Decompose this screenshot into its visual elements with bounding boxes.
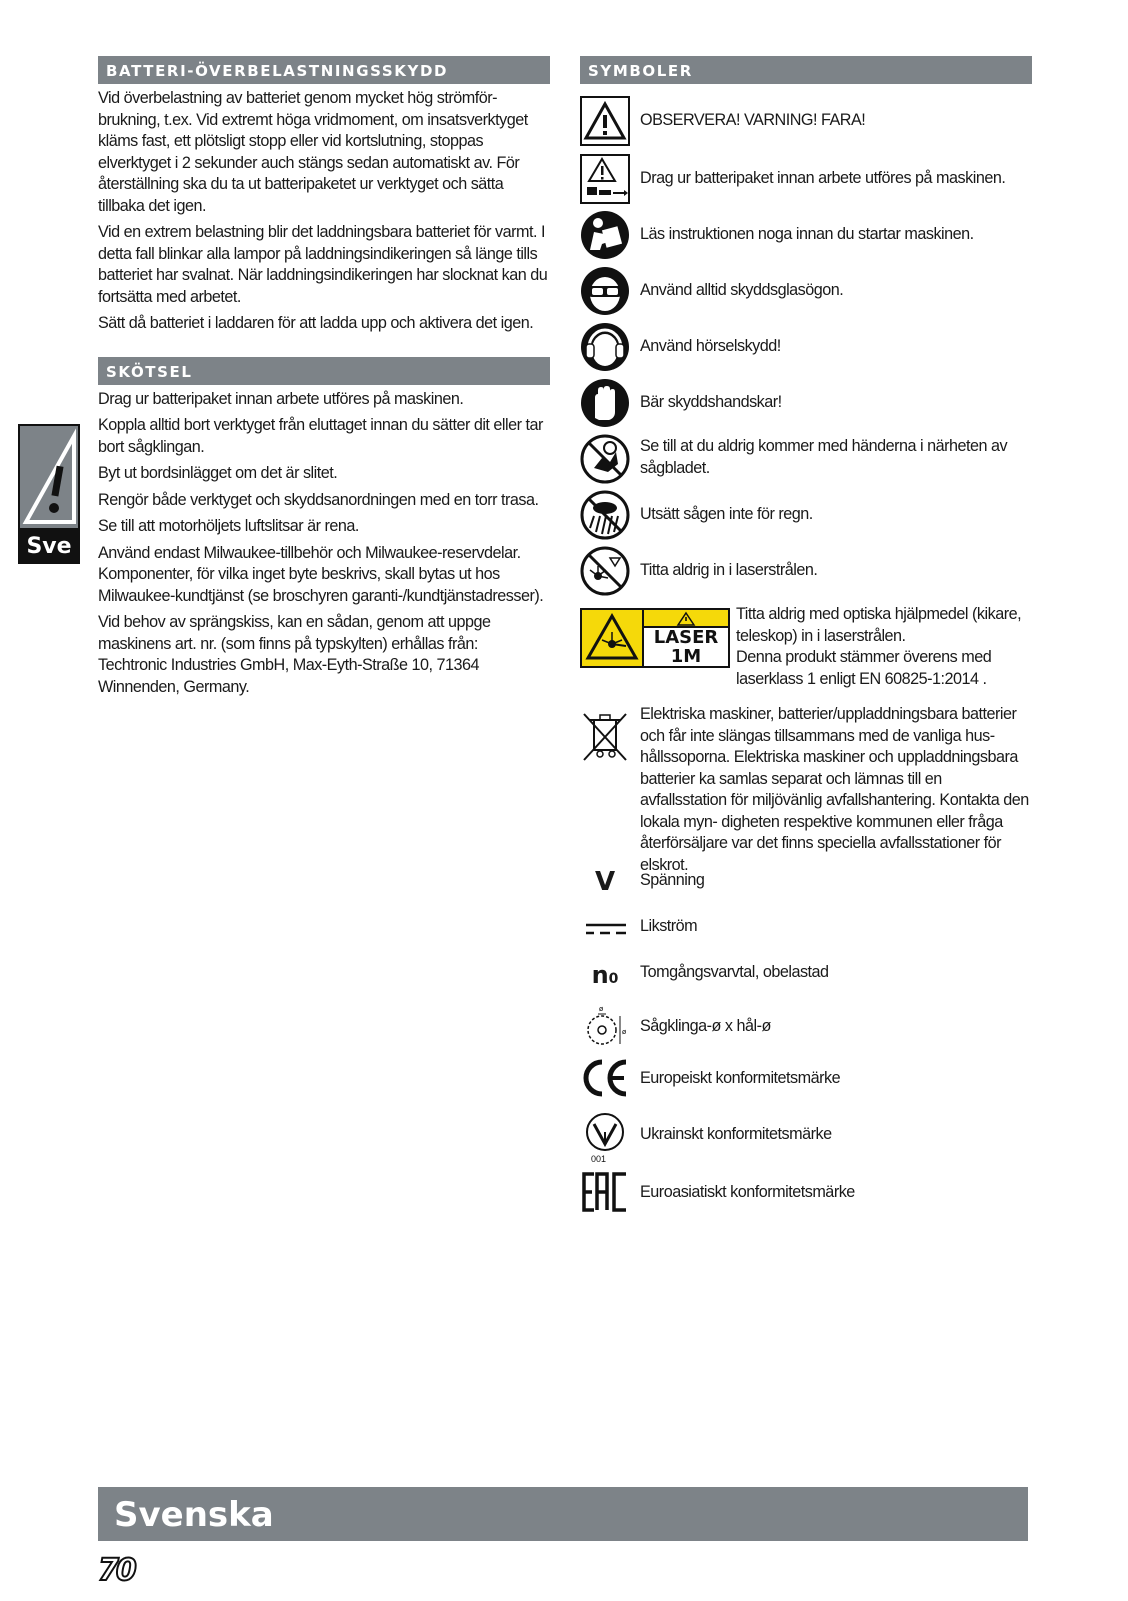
- laser-text-block: [736, 604, 1032, 690]
- remove-battery-icon: [580, 154, 630, 204]
- ear-protection-icon: [580, 322, 630, 372]
- eac-mark-icon: [580, 1168, 630, 1218]
- care-paragraph-7: Vid behov av sprängskiss, kan en sådan, genom att uppge maskinens art. nr. (som finns på typskylten) erhållas från: Techtronic Industries GmbH, Max-Eyth-Straße 10, 71364 Winnenden, Germany.: [98, 613, 491, 696]
- no-load-speed-sub: 0: [608, 971, 619, 987]
- ukraine-code: 001: [591, 1154, 607, 1164]
- battery-overload-header: BATTERI-ÖVERBELASTNINGSSKYDD: [98, 56, 550, 84]
- care-paragraph-4: Rengör både verktyget och skyddsanordningen med en torr trasa.: [98, 490, 539, 509]
- symbol-row-gloves: [580, 378, 1032, 430]
- care-paragraph-5: Se till att motorhöljets luftslitsar är rena.: [98, 517, 359, 535]
- symbol-text: Drag ur batteripaket innan arbete utföres på maskinen.: [640, 169, 1006, 187]
- unit-text: Ukrainskt konformitetsmärke: [640, 1125, 832, 1143]
- safety-goggles-icon: [580, 266, 630, 316]
- warning-triangle-icon: [580, 96, 630, 146]
- symbol-row-blade-diameter: [580, 1002, 1032, 1054]
- language-code: Sve: [18, 530, 80, 564]
- unit-text: Euroasiatiskt konformitetsmärke: [640, 1183, 855, 1201]
- no-hands-near-blade-icon: [580, 434, 630, 484]
- warning-icon: [18, 424, 80, 530]
- read-manual-icon: [580, 210, 630, 260]
- care-paragraph-2: Koppla alltid bort verktyget från eluttaget innan du sätter dit eller tar bort sågklingan.: [98, 416, 543, 456]
- symbol-text: Använd alltid skyddsglasögon.: [640, 281, 844, 299]
- direct-current-icon: [580, 910, 630, 946]
- symbol-row-ukraine: [580, 1110, 1032, 1170]
- symbol-text: Titta aldrig in i laserstrålen.: [640, 561, 818, 579]
- symbols-header: SYMBOLER: [580, 56, 1032, 84]
- small-warning-icon: [644, 610, 728, 628]
- laser-text-2: Denna produkt stämmer överens med laserklass 1 enligt EN 60825-1:2014 .: [736, 648, 992, 688]
- unit-text: Spänning: [640, 871, 705, 889]
- symbol-row-remove-battery: [580, 154, 1032, 206]
- svg-text:ø: ø: [599, 1005, 604, 1013]
- page-number: 70: [98, 1553, 134, 1588]
- footer-language-bar: Svenska: [98, 1487, 1028, 1541]
- symbol-row-eac: [580, 1168, 1032, 1218]
- laser-text-1: Titta aldrig med optiska hjälpmedel (kikare, teleskop) in i laserstrålen.: [736, 605, 1022, 645]
- battery-paragraph-3: Sätt då batteriet i laddaren för att ladda upp och aktivera det igen.: [98, 314, 534, 332]
- battery-paragraph-1: Vid överbelastning av batteriet genom mycket hög strömför- brukning, t.ex. Vid extremt höga vridmoment, om insatsverktyget kläms fast, ett plötsligt stopp eller vid kortslutning, stoppas elverktyget i 2 sekunder auch stängs sedan automatiskt av. För återställning ska du ta ut batteripaketet ur verktyget och sätta tillbaka det igen.: [98, 89, 528, 215]
- symbol-row-goggles: [580, 266, 1032, 318]
- care-paragraph-6: Använd endast Milwaukee-tillbehör och Milwaukee-reservdelar. Komponenter, för vilka inget byte beskrivs, skall bytas ut hos Milwaukee-kundtjänst (se broschyren garanti-/kundtjänstadresser).: [98, 543, 544, 605]
- symbol-row-ear-protection: [580, 322, 1032, 374]
- symbol-row-no-laser: [580, 546, 1032, 598]
- symbol-text: Bär skyddshandskar!: [640, 393, 782, 411]
- symbol-text: Använd hörselskydd!: [640, 337, 781, 355]
- symbol-row-laser-class: [580, 605, 1032, 692]
- care-header: SKÖTSEL: [98, 357, 550, 385]
- care-paragraph-3: Byt ut bordsinlägget om det är slitet.: [98, 464, 338, 482]
- battery-paragraph-2: Vid en extrem belastning blir det laddningsbara batteriet för varmt. I detta fall blinkar alla lampor på laddningsindikeringen så länge tills batteriet har svalnat. När laddningsindikeringen har slocknat kan du fortsätta med arbetet.: [98, 223, 548, 306]
- right-column: [580, 56, 1032, 1201]
- voltage-symbol: V: [594, 867, 616, 897]
- no-load-speed-n: n: [591, 961, 609, 989]
- symbol-row-weee: [580, 705, 1032, 874]
- unit-text: Likström: [640, 917, 698, 935]
- language-side-badge: [18, 424, 80, 564]
- unit-text: Europeiskt konformitetsmärke: [640, 1069, 841, 1087]
- symbol-text: Se till at du aldrig kommer med händerna i närheten av sågbladet.: [640, 437, 1008, 477]
- symbol-text: OBSERVERA! VARNING! FARA!: [640, 111, 866, 129]
- gloves-icon: [580, 378, 630, 428]
- symbol-row-ce: [580, 1056, 1032, 1102]
- care-paragraph-1: Drag ur batteripaket innan arbete utföres på maskinen.: [98, 389, 464, 408]
- symbol-row-no-load-speed: [580, 956, 1032, 996]
- no-laser-stare-icon: [580, 546, 630, 596]
- symbol-text: Läs instruktionen noga innan du startar maskinen.: [640, 225, 974, 243]
- symbol-row-warning: [580, 96, 1032, 148]
- laser-label-line-2: 1M: [670, 646, 702, 667]
- symbol-row-no-hands: [580, 434, 1032, 486]
- symbol-row-read-manual: [580, 210, 1032, 262]
- no-rain-icon: [580, 490, 630, 540]
- symbol-row-dc: [580, 910, 1032, 950]
- unit-text: Sågklinga-ø x hål-ø: [640, 1017, 771, 1035]
- laser-class-label: [580, 608, 730, 668]
- symbol-row-voltage: [580, 864, 1032, 904]
- unit-text: Tomgångsvarvtal, obelastad: [640, 963, 829, 981]
- ce-mark-icon: [580, 1056, 630, 1100]
- no-load-speed-symbol: [580, 956, 630, 992]
- blade-diameter-icon: [580, 1002, 630, 1052]
- symbol-row-no-rain: [580, 490, 1032, 542]
- crossed-bin-icon: [580, 710, 630, 760]
- laser-label-line-1: LASER: [653, 627, 719, 648]
- laser-warning-icon: [582, 610, 644, 666]
- laser-class-text: [644, 628, 728, 666]
- symbol-text: Utsätt sågen inte för regn.: [640, 505, 813, 523]
- left-column: [98, 56, 550, 698]
- weee-text: Elektriska maskiner, batterier/uppladdningsbara batterier och får inte slängas tillsammans med de vanliga hus- hållssoporna. Elektriska maskiner och uppladdningsbara batterier ka samlas separat och lämnas till en avfallsstation för miljövänlig avfallshantering. Kontakta den lokala myn- digheten respektive kommunen eller fråga återförsäljare var det finns speciella avfallsstationer för elskrot.: [640, 705, 1029, 874]
- svg-text:ø: ø: [622, 1028, 627, 1036]
- symbols-list: [580, 84, 1032, 1201]
